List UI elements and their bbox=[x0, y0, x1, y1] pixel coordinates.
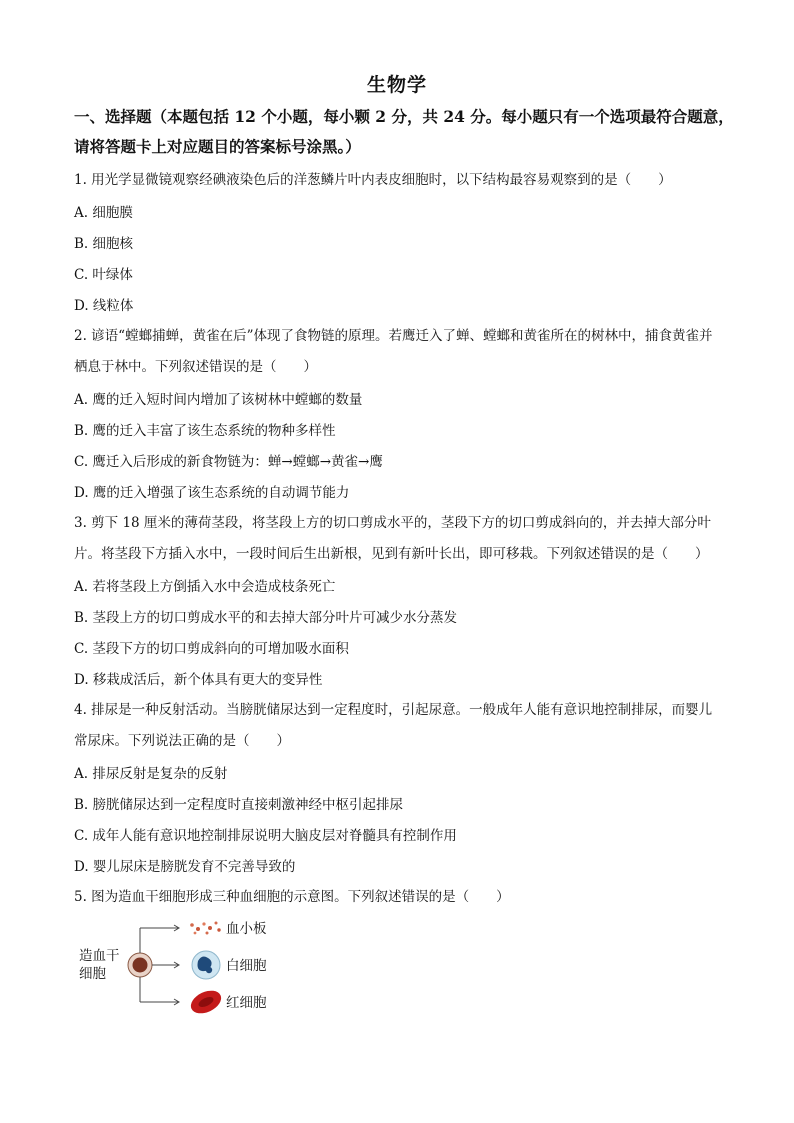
question-4-option-a: A. 排尿反射是复杂的反射 bbox=[74, 766, 228, 782]
question-2-option-a: A. 鹰的迁入短时间内增加了该树林中螳螂的数量 bbox=[74, 392, 363, 408]
stem-cell-label-line2: 细胞 bbox=[79, 966, 106, 982]
question-4-option-d: D. 婴儿尿床是膀胱发育不完善导致的 bbox=[74, 859, 296, 875]
red-blood-cell-icon bbox=[187, 986, 224, 1015]
question-3-option-a: A. 若将茎段上方倒插入水中会造成枝条死亡 bbox=[74, 579, 336, 595]
question-1-option-c: C. 叶绿体 bbox=[74, 267, 133, 283]
question-3-option-b: B. 茎段上方的切口剪成水平的和去掉大部分叶片可减少水分蒸发 bbox=[74, 610, 458, 626]
question-4-option-b: B. 膀胱储尿达到一定程度时直接刺激神经中枢引起排尿 bbox=[74, 797, 404, 813]
question-2-option-c: C. 鹰迁入后形成的新食物链为：蝉→螳螂→黄雀→鹰 bbox=[74, 454, 383, 470]
question-4-stem: 4. 排尿是一种反射活动。当膀胱储尿达到一定程度时，引起尿意。一般成年人能有意识地控制排尿，而婴儿常尿床。下列说法正确的是（ ） bbox=[74, 702, 713, 749]
question-3-option-c: C. 茎段下方的切口剪成斜向的可增加吸水面积 bbox=[74, 641, 349, 657]
question-2-option-b: B. 鹰的迁入丰富了该生态系统的物种多样性 bbox=[74, 423, 336, 439]
blood-cell-diagram-svg bbox=[74, 915, 334, 1015]
question-1-option-b: B. 细胞核 bbox=[74, 236, 134, 252]
question-1-stem: 1. 用光学显微镜观察经碘液染色后的洋葱鳞片叶内表皮细胞时，以下结构最容易观察到的是（ ） bbox=[74, 172, 672, 188]
stem-cell-label-line1: 造血干 bbox=[79, 948, 120, 964]
question-2-option-d: D. 鹰的迁入增强了该生态系统的自动调节能力 bbox=[74, 485, 350, 501]
question-1-option-a: A. 细胞膜 bbox=[74, 205, 133, 221]
blood-cell-diagram bbox=[74, 915, 334, 1015]
red-blood-cell-label: 红细胞 bbox=[226, 995, 267, 1011]
question-2-stem: 2. 谚语“螳螂捕蝉，黄雀在后”体现了食物链的原理。若鹰迁入了蝉、螳螂和黄雀所在的树林中，捕食黄雀并栖息于林中。下列叙述错误的是（ ） bbox=[74, 328, 713, 375]
question-4-option-c: C. 成年人能有意识地控制排尿说明大脑皮层对脊髓具有控制作用 bbox=[74, 828, 457, 844]
question-5-stem: 5. 图为造血干细胞形成三种血细胞的示意图。下列叙述错误的是（ ） bbox=[74, 889, 510, 905]
platelet-label: 血小板 bbox=[226, 921, 267, 937]
white-blood-cell-icon bbox=[192, 951, 220, 979]
white-blood-cell-label: 白细胞 bbox=[226, 958, 267, 974]
stem-cell-icon bbox=[128, 953, 152, 977]
question-3-stem: 3. 剪下 18 厘米的薄荷茎段，将茎段上方的切口剪成水平的，茎段下方的切口剪成斜向的，并去掉大部分叶片。将茎段下方插入水中，一段时间后生出新根，见到有新叶长出，即可移栽。下列叙述错误的是（ ） bbox=[74, 515, 711, 562]
question-1-option-d: D. 线粒体 bbox=[74, 298, 134, 314]
page-title: 生物学 bbox=[366, 74, 427, 96]
platelet-icon bbox=[190, 922, 221, 935]
question-3-option-d: D. 移栽成活后，新个体具有更大的变异性 bbox=[74, 672, 323, 688]
section-heading: 一、选择题（本题包括 12 个小题，每小颗 2 分，共 24 分。每小题只有一个选项最符合题意，请将答题卡上对应题目的答案标号涂黑。） bbox=[74, 107, 734, 156]
